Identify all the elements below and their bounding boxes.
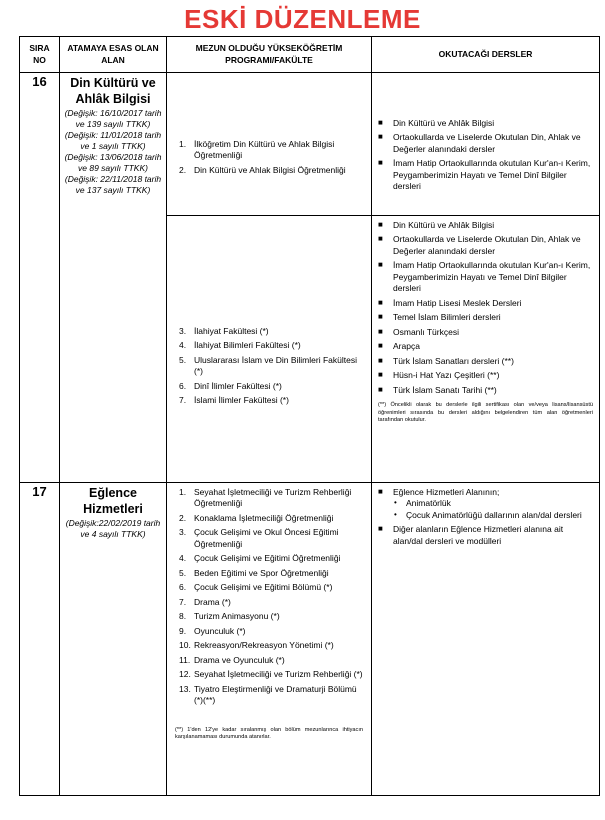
list-item: 6. Çocuk Gelişimi ve Eğitimi Bölümü (*) (179, 582, 333, 593)
list-item: 5. Uluslararası İslam ve Din Bilimleri Fakültesi (*) (179, 354, 357, 377)
header-row (20, 37, 600, 73)
courses-cell (372, 73, 600, 483)
list-item: 6. Dinî İlimler Fakültesi (*) (179, 380, 282, 391)
list-item: ■ Din Kültürü ve Ahlâk Bilgisi (378, 220, 495, 230)
page-title: ESKİ DÜZENLEME (184, 4, 421, 34)
list-item: 4. Çocuk Gelişimi ve Eğitimi Öğretmenliği (179, 553, 341, 564)
list-item: ■ Din Kültürü ve Ahlâk Bilgisi (378, 118, 495, 128)
header-dersler: OKUTACAĞI DERSLER (372, 37, 600, 73)
courses-group (372, 73, 599, 215)
courses-cell (372, 483, 600, 796)
list-item: 1. İlköğretim Din Kültürü ve Ahlak Bilgisi Öğretmenliği (179, 139, 335, 161)
list-item: ■ Osmanlı Türkçesi (378, 326, 459, 337)
amendment-note: (Değişik: 11/01/2018 tarih ve 1 sayılı TTKK) (64, 129, 162, 151)
list-item: ■ Hüsn-i Hat Yazı Çeşitleri (**) (378, 370, 500, 381)
field-cell (60, 483, 167, 796)
list-item: ■ İmam Hatip Ortaokullarında okutulan Kur'an-ı Kerim, Peygamberimizin Hayatı ve Temel Dinî Bilgiler dersleri (378, 158, 591, 192)
program-cell (167, 73, 372, 483)
program-cell (167, 483, 372, 796)
list-item: 11. Drama ve Oyunculuk (*) (179, 654, 285, 665)
row-number: 17 (20, 483, 60, 796)
courses-list (372, 220, 599, 396)
list-item: 3. İlahiyat Fakültesi (*) (179, 326, 269, 336)
list-item: 10. Rekreasyon/Rekreasyon Yönetimi (*) (179, 640, 334, 651)
header-sira: SIRA NO (20, 37, 60, 73)
list-item: ■ İmam Hatip Lisesi Meslek Dersleri (378, 297, 522, 308)
list-item: ■ İmam Hatip Ortaokullarında okutulan Kur'an-ı Kerim, Peygamberimizin Hayatı ve Temel Dinî Bilgiler dersleri (378, 260, 591, 294)
list-item: 13. Tiyatro Eleştirmenliği ve Dramaturji Bölümü (*)(**) (179, 683, 357, 706)
list-item: 4. İlahiyat Bilimleri Fakültesi (*) (179, 340, 301, 351)
row-number: 16 (20, 73, 60, 483)
list-item: ■ Türk İslam Sanatları dersleri (**) (378, 355, 514, 366)
list-item: ■ Ortaokullarda ve Liselerde Okutulan Din, Ahlak ve Değerler alanındaki dersler (378, 132, 581, 154)
list-item: 1. Seyahat İşletmeciliği ve Turizm Rehberliği Öğretmenliği (179, 487, 352, 509)
amendment-note: (Değişik:22/02/2019 tarih ve 4 sayılı TTKK) (65, 517, 161, 539)
list-item: ■ Temel İslam Bilimleri dersleri (378, 312, 501, 323)
program-list (167, 487, 371, 707)
program-group (167, 483, 371, 742)
amendment-note: (Değişik: 16/10/2017 tarih ve 139 sayılı TTKK) (64, 107, 162, 129)
field-name: Din Kültürü ve Ahlâk Bilgisi (70, 76, 156, 107)
list-item: ■ Türk İslam Sanatı Tarihi (**) (378, 384, 497, 395)
list-item: 3. Çocuk Gelişimi ve Okul Öncesi Eğitimi Öğretmenliği (179, 527, 339, 549)
courses-group (372, 215, 599, 481)
list-item: 8. Turizm Animasyonu (*) (179, 611, 280, 622)
list-item: 2. Konaklama İşletmeciliği Öğretmenliği (179, 512, 334, 523)
list-item: 9. Oyunculuk (*) (179, 625, 246, 636)
amendment-note: (Değişik: 22/11/2018 tarih ve 137 sayılı TTKK) (64, 173, 162, 195)
courses-list (372, 118, 599, 193)
courses-group (372, 483, 599, 547)
program-list (167, 139, 371, 176)
footnote: (**) 1'den 12'ye kadar sıralanmış olan bölüm mezunlarınca ihtiyacın karşılanamaması durumunda atanırlar. (175, 726, 363, 741)
table-row (20, 73, 600, 483)
list-item: ■ Diğer alanların Eğlence Hizmetleri alanına ait alan/dal dersleri ve modülleri (378, 524, 564, 546)
header-program: MEZUN OLDUĞU YÜKSEKÖĞRETİM PROGRAMI/FAKÜLTE (167, 37, 372, 73)
list-item: • Animatörlük (394, 498, 451, 509)
list-item: 2. Din Kültürü ve Ahlak Bilgisi Öğretmenliği (179, 164, 346, 175)
header-alan: ATAMAYA ESAS OLAN ALAN (60, 37, 167, 73)
list-item: ■ Ortaokullarda ve Liselerde Okutulan Din, Ahlak ve Değerler alanındaki dersler (378, 234, 581, 256)
list-item: 7. İslami İlimler Fakültesi (*) (179, 395, 289, 406)
courses-list (372, 487, 599, 547)
field-cell (60, 73, 167, 483)
program-group (167, 73, 371, 215)
list-item: 5. Beden Eğitimi ve Spor Öğretmenliği (179, 567, 329, 578)
list-item: 12. Seyahat İşletmeciliği ve Turizm Rehberliği (*) (179, 669, 363, 680)
assignment-table (19, 36, 600, 796)
program-group (167, 215, 371, 481)
field-name: Eğlence Hizmetleri (83, 486, 143, 517)
footnote: (**) Öncelikli olarak bu derslerle ilgili sertifikası olan ve/veya lisans/lisansüstü öğrenimleri sırasında bu dersleri aldığını belgelendiren tüm alan öğretmenleri tarafından okutulur. (378, 402, 593, 424)
amendment-note: (Değişik: 13/06/2018 tarih ve 89 sayılı TTKK) (64, 151, 162, 173)
table-row (20, 483, 600, 796)
list-item: ■ Eğlence Hizmetleri Alanının; (378, 487, 500, 497)
list-item: • Çocuk Animatörlüğü dallarının alan/dal dersleri (394, 509, 582, 520)
list-item: 7. Drama (*) (179, 596, 231, 607)
program-list (167, 326, 371, 407)
list-item: ■ Arapça (378, 341, 420, 352)
